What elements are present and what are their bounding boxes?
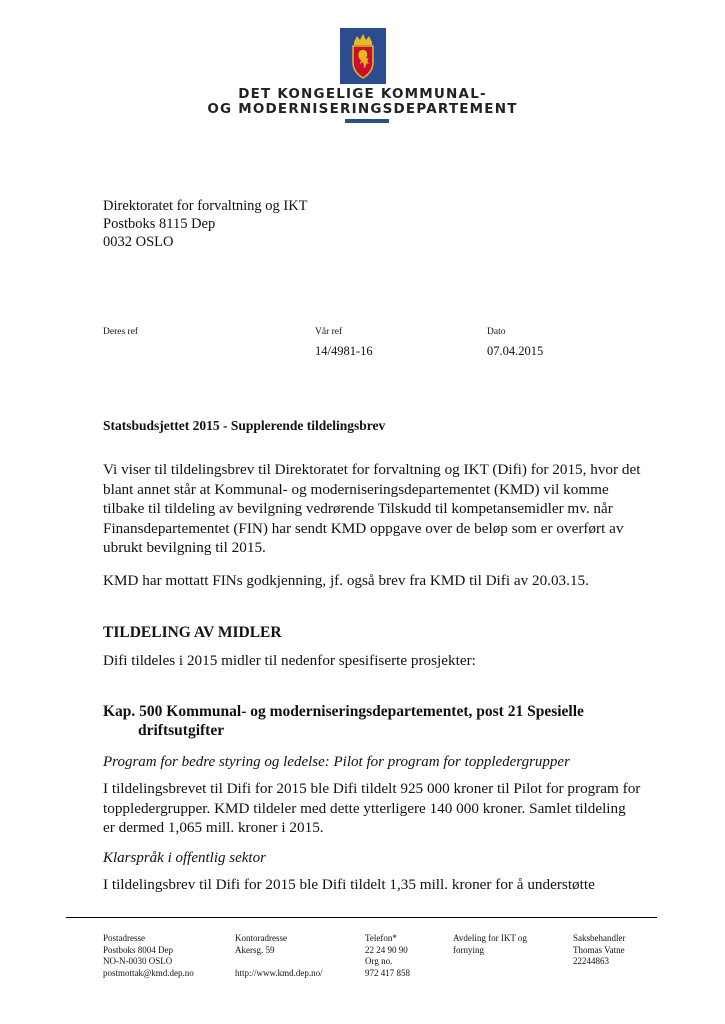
paragraph-klarsprak: I tildelingsbrev til Difi for 2015 ble Difi tildelt 1,35 mill. kroner for å understøtte — [103, 876, 595, 893]
recipient-line: 0032 OSLO — [103, 234, 174, 250]
dato-value: 07.04.2015 — [487, 344, 544, 358]
var-ref-label: Vår ref — [315, 327, 343, 337]
recipient-line: Direktoratet for forvaltning og IKT — [103, 198, 308, 214]
dato-label: Dato — [487, 327, 506, 337]
text-line: I tildelingsbrevet til Difi for 2015 ble Difi tildelt 925 000 kroner til Pilot for program for — [103, 780, 641, 797]
footer-text: NO-N-0030 OSLO — [103, 956, 173, 966]
footer-text: 22244863 — [573, 956, 609, 966]
footer-text: Kontoradresse — [235, 933, 287, 943]
text-line: Vi viser til tildelingsbrev til Direktoratet for forvaltning og IKT (Difi) for 2015, hvor det — [103, 461, 641, 478]
footer-text: Telefon* — [365, 933, 397, 943]
footer-divider — [66, 917, 657, 918]
kap-line2: driftsutgifter — [138, 722, 225, 739]
footer-text: Postadresse — [103, 933, 145, 943]
text-line: Finansdepartementet (FIN) har sendt KMD oppgave over de beløp som er overført av — [103, 519, 624, 537]
footer-text: Thomas Vatne — [573, 944, 625, 955]
text-line: toppledergrupper. KMD tildeler med dette ytterligere 140 000 kroner. Samlet tildeling — [103, 799, 626, 817]
letterhead-divider — [345, 119, 389, 123]
footer-kontoradresse — [235, 933, 323, 979]
kap-line1: Kap. 500 Kommunal- og moderniseringsdepartementet, post 21 Spesielle — [103, 703, 584, 720]
letter-subject: Statsbudsjettet 2015 - Supplerende tildelingsbrev — [103, 418, 386, 433]
deres-ref-label: Deres ref — [103, 327, 139, 337]
footer-text — [235, 956, 323, 968]
footer-email-link[interactable]: postmottak@kmd.dep.no — [103, 967, 194, 978]
paragraph-program — [103, 779, 658, 838]
heading-klarsprak: Klarspråk i offentlig sektor — [103, 850, 266, 866]
footer-text: 22 24 90 90 — [365, 944, 408, 955]
heading-tildeling: TILDELING AV MIDLER — [103, 624, 282, 641]
footer-text: 972 417 858 — [365, 967, 410, 978]
footer-text: fornying — [453, 944, 484, 955]
heading-kap-500 — [103, 702, 663, 740]
heading-program: Program for bedre styring og ledelse: Pilot for program for toppledergrupper — [103, 754, 570, 770]
paragraph-allocation: Difi tildeles i 2015 midler til nedenfor spesifiserte prosjekter: — [103, 652, 476, 669]
text-line: blant annet står at Kommunal- og moderniseringsdepartementet (KMD) vil komme — [103, 480, 609, 498]
royal-crest-icon — [340, 28, 386, 84]
footer-postadresse — [103, 933, 194, 979]
footer-text: Postboks 8004 Dep — [103, 944, 174, 955]
text-line: er dermed 1,065 mill. kroner i 2015. — [103, 819, 324, 836]
footer-text: Saksbehandler — [573, 933, 626, 943]
ministry-name-line2: OG MODERNISERINGSDEPARTEMENT — [207, 101, 518, 117]
footer-web-link[interactable]: http://www.kmd.dep.no/ — [235, 967, 323, 978]
ministry-name-line1: DET KONGELIGE KOMMUNAL- — [238, 86, 487, 102]
letterhead-logo — [0, 28, 725, 84]
footer-text: Akersg. 59 — [235, 944, 275, 955]
footer-text: Org no. — [365, 956, 393, 966]
recipient-address — [103, 197, 308, 251]
footer-telefon — [365, 933, 410, 979]
text-line: tilbake til tildeling av bevilgning vedrørende Tilskudd til kompetansemidler mv. når — [103, 500, 613, 517]
var-ref-value: 14/4981-16 — [315, 344, 373, 358]
paragraph-intro — [103, 460, 658, 558]
paragraph-approval: KMD har mottatt FINs godkjenning, jf. også brev fra KMD til Difi av 20.03.15. — [103, 572, 589, 589]
footer-avdeling — [453, 933, 527, 956]
text-line: ubrukt bevilgning til 2015. — [103, 539, 266, 556]
recipient-line: Postboks 8115 Dep — [103, 216, 216, 232]
footer-text: Avdeling for IKT og — [453, 933, 527, 943]
footer-saksbehandler — [573, 933, 625, 968]
